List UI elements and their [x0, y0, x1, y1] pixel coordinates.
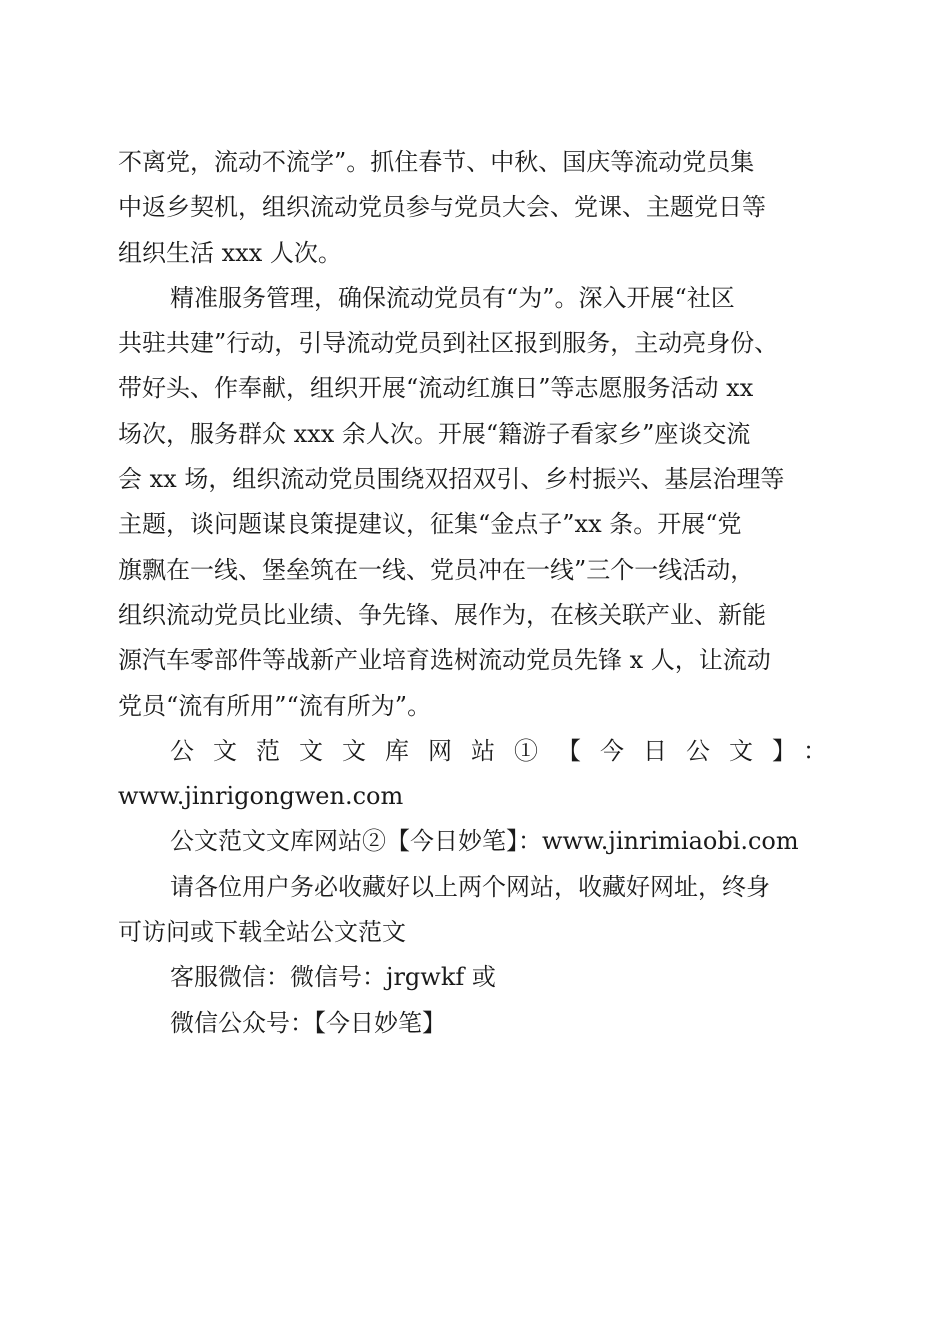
wechat-official-line: 微信公众号：【今日妙笔】: [170, 1008, 446, 1037]
paragraph-1-line-2: 中返乡契机，组织流动党员参与党员大会、党课、主题党日等: [118, 193, 766, 222]
paragraph-2-line-6: 主题，谈问题谋良策提建议，征集“金点子”xx 条。开展“党: [118, 510, 742, 539]
site-1-title: 公文范文文库网站①【今日公文】：: [170, 736, 846, 765]
paragraph-2-line-1: 精准服务管理，确保流动党员有“为”。深入开展“社区: [170, 283, 735, 312]
paragraph-1-line-1: 不离党，流动不流学”。抓住春节、中秋、国庆等流动党员集: [118, 148, 755, 176]
paragraph-2-line-2: 共驻共建”行动，引导流动党员到社区报到服务，主动亮身份、: [118, 329, 779, 358]
paragraph-2-line-9: 源汽车零部件等战新产业培育选树流动党员先锋 x 人，让流动: [118, 646, 771, 675]
document-page: [118, 140, 846, 1046]
paragraph-2-line-8: 组织流动党员比业绩、争先锋、展作为，在核关联产业、新能: [118, 600, 766, 629]
paragraph-2-line-10: 党员“流有所用”“流有所为”。: [118, 691, 432, 720]
notice-line-2: 可访问或下载全站公文范文: [118, 918, 406, 947]
paragraph-2-line-4: 场次，服务群众 xxx 余人次。开展“籍游子看家乡”座谈交流: [118, 419, 751, 448]
paragraph-2-line-5: 会 xx 场，组织流动党员围绕双招双引、乡村振兴、基层治理等: [118, 465, 785, 494]
paragraph-1-line-3: 组织生活 xxx 人次。: [118, 238, 342, 267]
wechat-service-line: 客服微信：微信号：jrgwkf 或: [170, 963, 496, 992]
paragraph-2-line-7: 旗飘在一线、堡垒筑在一线、党员冲在一线”三个一线活动，: [118, 555, 755, 584]
paragraph-2-line-3: 带好头、作奉献，组织开展“流动红旗日”等志愿服务活动 xx: [118, 374, 754, 403]
site-1-url[interactable]: www.jinrigongwen.com: [118, 782, 404, 811]
site-2-line[interactable]: 公文范文文库网站②【今日妙笔】：www.jinrimiaobi.com: [170, 827, 799, 856]
notice-line-1: 请各位用户务必收藏好以上两个网站，收藏好网址，终身: [170, 872, 770, 901]
